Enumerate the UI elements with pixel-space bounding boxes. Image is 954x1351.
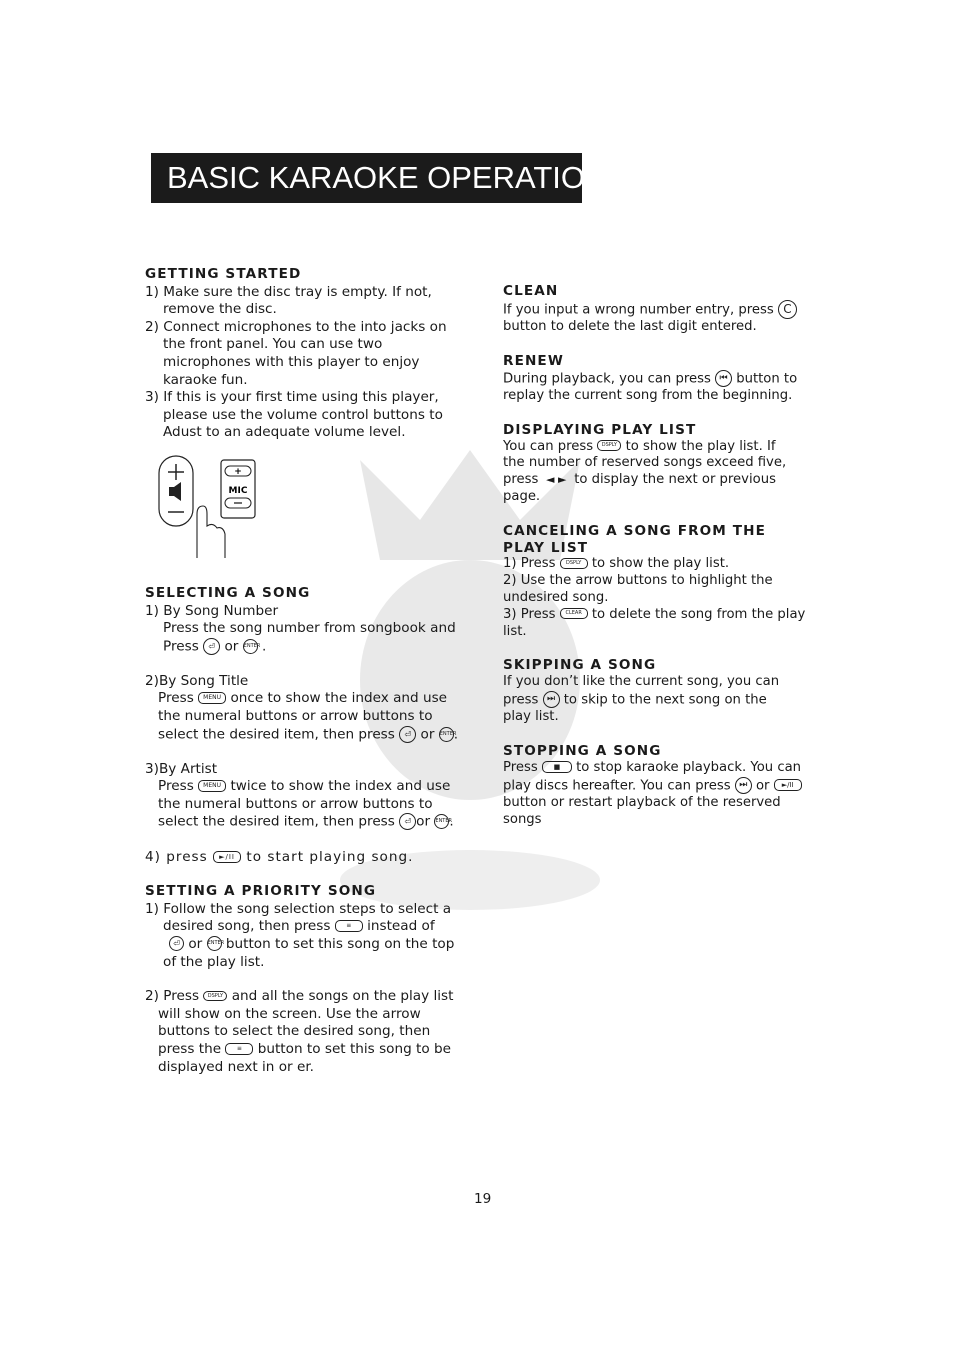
previous-track-icon: ⏮ — [715, 370, 732, 387]
text-line — [145, 918, 485, 936]
text-line — [145, 726, 485, 744]
display-button-icon: DSPLY — [560, 558, 588, 569]
text-line: the number of reserved songs exceed five, — [503, 455, 787, 471]
text-fragment: During playback, you can press — [503, 371, 711, 387]
text-line: 1) By Song Number — [145, 602, 279, 619]
right-column — [503, 283, 823, 829]
text-fragment: or — [420, 726, 435, 743]
text-line: will show on the screen. Use the arrow — [158, 1005, 421, 1022]
text-line: 3)By Artist — [145, 760, 218, 777]
right-arrow-icon: ► — [558, 473, 570, 487]
text-line — [503, 439, 823, 456]
page-number: 19 — [474, 1191, 492, 1207]
heading-getting-started: GETTING STARTED — [145, 266, 302, 282]
enter-button-icon: ENTER — [439, 727, 454, 742]
text-line: If you don’t like the current song, you can — [503, 674, 780, 690]
text-line — [145, 813, 485, 831]
text-fragment: . — [453, 726, 459, 743]
text-fragment: Press — [163, 638, 199, 655]
priority-button-icon: ≡ — [225, 1043, 253, 1055]
text-line — [145, 988, 485, 1006]
menu-button-icon: MENU — [198, 692, 226, 704]
text-fragment: to start playing song. — [246, 848, 414, 865]
text-line: page. — [503, 488, 541, 504]
text-line — [503, 472, 823, 489]
text-line — [145, 936, 485, 954]
heading-setting-a-priority-song: SETTING A PRIORITY SONG — [145, 883, 377, 900]
text-line — [145, 638, 485, 656]
text-fragment: Press — [158, 778, 194, 795]
text-line: the front panel. You can use two — [163, 336, 383, 353]
text-fragment: to stop karaoke playback. You can — [576, 759, 802, 775]
text-fragment: desired song, then press — [163, 918, 331, 935]
text-fragment: to skip to the next song on the — [563, 692, 767, 708]
next-track-icon: ⏭ — [543, 691, 560, 708]
left-arrow-icon: ◄ — [542, 473, 559, 487]
enter-button-icon: ENTER — [243, 639, 258, 654]
text-line: button to delete the last digit entered. — [503, 319, 757, 335]
text-line: 1) Follow the song selection steps to select a — [145, 900, 452, 917]
clear-button-icon: CLEAR — [560, 608, 588, 619]
menu-button-icon: MENU — [198, 780, 226, 792]
priority-button-icon: ⏎ — [399, 813, 416, 830]
text-line: 2) Use the arrow buttons to highlight the — [503, 573, 773, 589]
priority-button-icon: ≡ — [335, 920, 363, 932]
text-line: replay the current song from the beginning. — [503, 387, 793, 403]
priority-button-icon: ⏎ — [203, 638, 220, 655]
heading-canceling-a-song-line2: PLAY LIST — [503, 539, 589, 556]
text-line — [503, 777, 823, 795]
text-line: Press the song number from songbook and — [163, 620, 456, 637]
priority-button-icon: ⏎ — [169, 936, 184, 951]
text-line: play list. — [503, 709, 559, 725]
text-line: the numeral buttons or arrow buttons to — [158, 795, 433, 812]
mic-label: MIC — [228, 485, 248, 496]
text-line: 3) If this is your first time using this player, — [145, 389, 439, 406]
text-line — [145, 849, 485, 867]
left-column — [145, 266, 485, 1076]
text-line — [503, 300, 823, 319]
text-line: Adust to an adequate volume level. — [163, 424, 406, 441]
text-fragment: instead of — [367, 918, 435, 935]
text-line: undesired song. — [503, 589, 609, 605]
heading-canceling-a-song: CANCELING A SONG FROM THE — [503, 522, 766, 539]
svg-text:+: + — [234, 466, 242, 477]
text-line: karaoke fun. — [163, 371, 248, 388]
text-fragment: to delete the song from the play — [591, 606, 806, 622]
heading-skipping-a-song: SKIPPING A SONG — [503, 657, 657, 674]
page-title: BASIC KARAOKE OPERATION — [151, 153, 582, 203]
text-line: songs — [503, 811, 542, 827]
text-line — [503, 556, 823, 573]
text-fragment: and all the songs on the play list — [231, 988, 454, 1005]
enter-button-icon: ENTER — [207, 936, 222, 951]
text-line: buttons to select the desired song, then — [158, 1023, 431, 1040]
text-fragment: . — [449, 813, 454, 830]
text-line — [503, 370, 823, 388]
text-line — [503, 607, 823, 624]
play-pause-button-icon: ►/II — [213, 851, 241, 863]
text-line — [145, 778, 485, 796]
text-fragment: to display the next or previous — [574, 472, 776, 488]
text-line: of the play list. — [163, 953, 265, 970]
heading-renew: RENEW — [503, 352, 564, 369]
text-fragment: 4) press — [145, 848, 208, 865]
text-fragment: or — [755, 778, 770, 794]
text-fragment: button to set this song on the top — [225, 935, 455, 952]
text-line: 1) Make sure the disc tray is empty. If not, — [145, 283, 432, 300]
text-fragment: or — [416, 813, 431, 830]
text-fragment: twice to show the index and use — [230, 778, 451, 795]
heading-clean: CLEAN — [503, 283, 559, 299]
text-line: 2) Connect microphones to the into jacks on — [145, 318, 447, 335]
text-line — [503, 760, 823, 777]
play-pause-button-icon: ►/II — [774, 779, 802, 791]
display-button-icon: DSPLY — [203, 991, 227, 1001]
text-line: displayed next in or er. — [158, 1058, 314, 1075]
text-line: list. — [503, 623, 527, 639]
text-line: microphones with this player to enjoy — [163, 353, 420, 370]
text-fragment: button to set this song to be — [257, 1040, 452, 1057]
text-fragment: to show the play list. If — [625, 438, 776, 454]
display-button-icon: DSPLY — [597, 440, 621, 451]
text-fragment: Press — [503, 759, 538, 775]
clear-c-button-icon: C — [778, 300, 797, 319]
heading-displaying-play-list: DISPLAYING PLAY LIST — [503, 421, 697, 438]
text-fragment: You can press — [503, 438, 594, 454]
text-line: the numeral buttons or arrow buttons to — [158, 708, 433, 724]
text-fragment: press — [503, 692, 539, 708]
text-fragment: 2) Press — [145, 988, 200, 1005]
heading-stopping-a-song: STOPPING A SONG — [503, 743, 662, 760]
text-fragment: . — [262, 638, 267, 655]
text-line — [145, 690, 485, 708]
stop-button-icon: ■ — [542, 761, 572, 773]
text-fragment: to show the play list. — [591, 556, 730, 572]
text-line: remove the disc. — [163, 301, 277, 318]
text-fragment: once to show the index and use — [230, 690, 448, 707]
text-fragment: press the — [158, 1040, 222, 1057]
heading-selecting-a-song: SELECTING A SONG — [145, 584, 311, 601]
text-fragment: 3) Press — [503, 606, 556, 622]
text-fragment: select the desired item, then press — [158, 813, 395, 830]
text-line: please use the volume control buttons to — [163, 406, 443, 423]
text-fragment: 1) Press — [503, 556, 556, 572]
next-track-icon: ⏭ — [735, 777, 752, 794]
text-fragment: select the desired item, then press — [158, 726, 395, 743]
text-fragment: button to — [736, 371, 798, 387]
text-fragment: play discs hereafter. You can press — [503, 778, 731, 794]
volume-mic-illustration — [157, 454, 277, 564]
priority-button-icon: ⏎ — [399, 726, 416, 743]
text-fragment: If you input a wrong number entry, press — [503, 302, 774, 318]
enter-button-icon: ENTER — [434, 814, 449, 829]
text-fragment: press — [503, 472, 539, 488]
text-line — [145, 1041, 485, 1059]
text-line: button or restart playback of the reserved — [503, 794, 781, 810]
text-line: 2)By Song Title — [145, 672, 249, 689]
text-fragment: Press — [158, 690, 194, 707]
text-line — [503, 691, 823, 709]
text-fragment: or — [188, 935, 203, 952]
text-fragment: or — [224, 638, 239, 655]
